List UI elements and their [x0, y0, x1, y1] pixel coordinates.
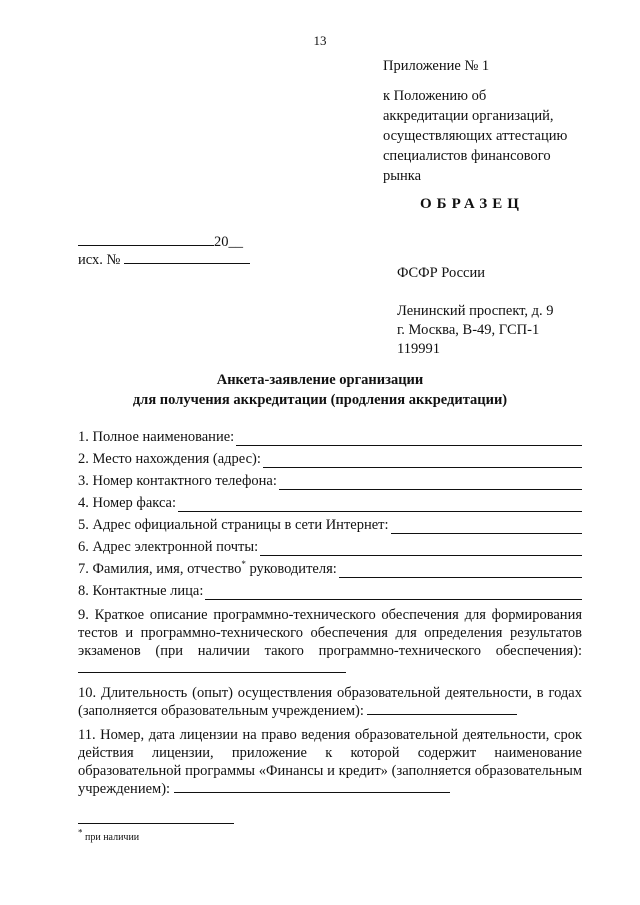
- blank-line: [236, 431, 582, 446]
- appendix-line: осуществляющих аттестацию: [383, 128, 568, 144]
- form-item-address: [78, 446, 582, 468]
- ref-label: исх. №: [78, 252, 121, 268]
- blank-line: [339, 563, 582, 578]
- form-items: [78, 424, 582, 798]
- blank-line: [205, 585, 582, 600]
- page-number: 13: [313, 33, 327, 48]
- appendix-title: Приложение № 1: [383, 58, 490, 74]
- appendix-line: рынка: [383, 168, 422, 184]
- form-item-full-name: [78, 424, 582, 446]
- ref-blank-line: [124, 250, 250, 264]
- blank-line: [367, 702, 517, 715]
- item-label: 5. Адрес официальной страницы в сети Интернет:: [78, 517, 389, 533]
- sample-label: ОБРАЗЕЦ: [420, 196, 524, 212]
- blank-line: [78, 660, 346, 673]
- appendix-line: аккредитации организаций,: [383, 108, 554, 124]
- heading-line-2: для получения аккредитации (продления аккредитации): [132, 392, 508, 408]
- outgoing-ref-field: [78, 250, 250, 269]
- form-item-director: [78, 556, 582, 578]
- heading-line-1: Анкета-заявление организации: [216, 372, 424, 388]
- item-text: 10. Длительность (опыт) осуществления образовательной деятельности, в годах (заполняется образовательным учреждением):: [78, 685, 582, 719]
- recipient-block: [397, 264, 554, 359]
- blank-line: [174, 780, 450, 793]
- form-item-software: [78, 606, 582, 678]
- recipient-address-line: 119991: [397, 341, 440, 357]
- form-item-contacts: [78, 578, 582, 600]
- footnote-text: при наличии: [82, 832, 140, 843]
- form-heading: [0, 370, 640, 410]
- item-label: 8. Контактные лица:: [78, 583, 204, 599]
- blank-line: [260, 541, 582, 556]
- blank-line: [178, 497, 582, 512]
- item-text: 11. Номер, дата лицензии на право ведения образовательной деятельности, срок действия лицензии, приложение к которой содержит наименование образовательной программы «Финансы и кредит» (заполняется образовательным учреждением):: [78, 727, 582, 797]
- blank-line: [279, 475, 582, 490]
- item-text: 9. Краткое описание программно-технического обеспечения для формирования тестов и программно-технического обеспечения для определения результатов экзаменов (при наличии такого программно-технического обеспечения):: [78, 607, 582, 659]
- date-field: [78, 232, 243, 251]
- item-label: 3. Номер контактного телефона:: [78, 473, 277, 489]
- form-item-website: [78, 512, 582, 534]
- blank-line: [391, 519, 582, 534]
- date-suffix: 20__: [214, 234, 243, 250]
- recipient-org: ФСФР России: [397, 265, 485, 281]
- item-label: 2. Место нахождения (адрес):: [78, 451, 261, 467]
- form-item-email: [78, 534, 582, 556]
- date-blank-line: [78, 232, 214, 246]
- form-item-license: [78, 726, 582, 798]
- footnote-mark: *: [78, 827, 83, 838]
- item-label: 7. Фамилия, имя, отчество* руководителя:: [78, 559, 337, 577]
- footnote: [78, 827, 140, 843]
- blank-line: [263, 453, 582, 468]
- recipient-address-line: г. Москва, В-49, ГСП-1: [397, 322, 540, 338]
- footnote-mark: *: [241, 559, 246, 570]
- recipient-address-line: Ленинский проспект, д. 9: [397, 303, 554, 319]
- appendix-line: специалистов финансового: [383, 148, 551, 164]
- form-item-fax: [78, 490, 582, 512]
- appendix-line: к Положению об: [383, 88, 487, 104]
- form-item-experience: [78, 684, 582, 720]
- form-item-phone: [78, 468, 582, 490]
- item-label: 6. Адрес электронной почты:: [78, 539, 259, 555]
- item-label: 4. Номер факса:: [78, 495, 177, 511]
- item-label: 1. Полное наименование:: [78, 429, 235, 445]
- appendix-block: [383, 56, 567, 186]
- footnote-separator: [78, 823, 234, 824]
